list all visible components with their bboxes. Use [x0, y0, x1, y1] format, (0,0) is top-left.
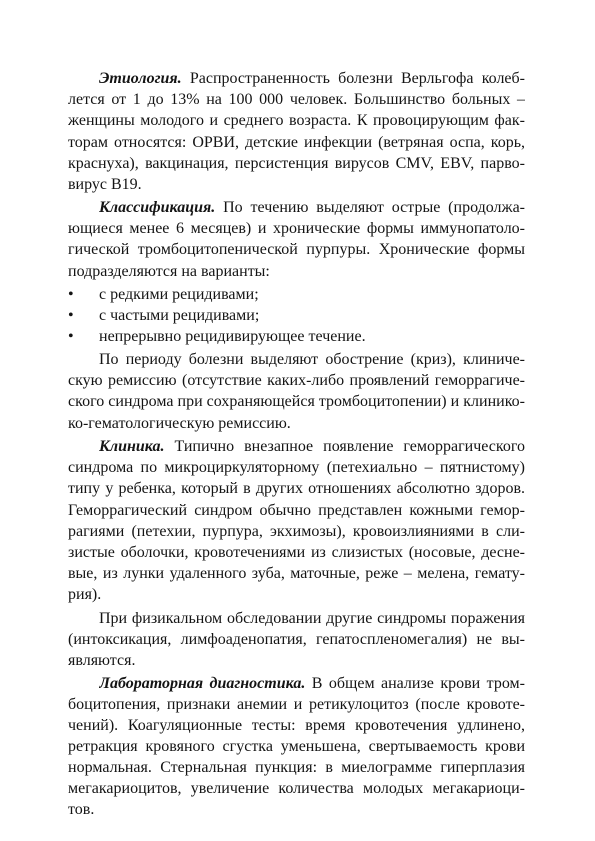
paragraph-line: Геморрагический синдром обычно представлен кожными гемор-: [68, 502, 525, 519]
paragraph-line: вые, из лунки удаленного зуба, маточные, реже – мелена, гемату-: [68, 565, 525, 582]
lab-heading: Лабораторная диагностика.: [99, 675, 306, 692]
paragraph-line: Лабораторная диагностика. В общем анализе крови тром-: [99, 675, 525, 692]
paragraph-line: вирус B19.: [68, 176, 142, 193]
paragraph-line: Клиника. Типично внезапное появление геморрагического: [99, 438, 525, 455]
paragraph-line: ского синдрома при сохраняющейся тромбоцитопении) и клинико-: [68, 393, 525, 410]
paragraph-line: торам относятся: ОРВИ, детские инфекции (ветряная оспа, корь,: [68, 134, 525, 151]
paragraph-line: Классификация. По течению выделяют острые (продолжа-: [99, 199, 525, 216]
paragraph-line: При физикальном обследовании другие синдромы поражения: [99, 610, 525, 627]
paragraph-line: По периоду болезни выделяют обострение (криз), клиниче-: [99, 351, 525, 368]
bullet-symbol: •: [68, 328, 74, 345]
paragraph-line: ретракция кровяного сгустка уменьшена, свертываемость крови: [68, 738, 525, 755]
paragraph-line: мегакариоцитов, увеличение количества молодых мегакариоци-: [68, 780, 525, 797]
paragraph-line: (интоксикация, лимфоаденопатия, гепатоспленомегалия) не вы-: [68, 631, 525, 648]
paragraph-line: скую ремиссию (отсутствие каких-либо проявлений геморрагиче-: [68, 372, 525, 389]
paragraph-line: являются.: [68, 652, 136, 669]
paragraph-line: лется от 1 до 13% на 100 000 человек. Большинство больных –: [68, 91, 525, 108]
paragraph-line: гической тромбоцитопенической пурпуры. Хронические формы: [68, 241, 525, 258]
paragraph-line: Этиология. Распространенность болезни Верльгофа колеб-: [99, 70, 525, 87]
paragraph-line: краснуха), вакцинация, персистенция вирусов CMV, EBV, парво-: [68, 155, 525, 172]
paragraph-line: ющиеся менее 6 месяцев) и хронические формы иммунопатоло-: [68, 220, 525, 237]
clinic-heading: Клиника.: [99, 438, 165, 455]
paragraph-line: тов.: [68, 801, 95, 818]
paragraph-line: женщины молодого и среднего возраста. К провоцирующим фак-: [68, 112, 525, 129]
paragraph-line: ко-гематологическую ремиссию.: [68, 415, 291, 432]
paragraph-line: синдрома по микроциркуляторному (петехиально – пятнистому): [68, 459, 525, 476]
list-item: с частыми рецидивами;: [99, 307, 260, 324]
classification-heading: Классификация.: [99, 199, 216, 216]
etiology-heading: Этиология.: [99, 70, 182, 87]
bullet-symbol: •: [68, 307, 74, 324]
paragraph-line: зистые оболочки, кровотечениями из слизистых (носовые, десне-: [68, 544, 525, 561]
bullet-symbol: •: [68, 286, 74, 303]
list-item: непрерывно рецидивирующее течение.: [99, 328, 366, 345]
paragraph-line: рия).: [68, 586, 102, 603]
paragraph-line: чений). Коагуляционные тесты: время кровотечения удлинено,: [68, 717, 525, 734]
paragraph-line: рагиями (петехии, пурпура, экхимозы), кровоизлияниями в сли-: [68, 523, 525, 540]
paragraph-line: типу у ребенка, который в других отношениях абсолютно здоров.: [68, 480, 525, 497]
paragraph-line: нормальная. Стернальная пункция: в миелограмме гиперплазия: [68, 759, 525, 776]
list-item: с редкими рецидивами;: [99, 286, 259, 303]
paragraph-line: подразделяются на варианты:: [68, 263, 270, 280]
paragraph-line: боцитопения, признаки анемии и ретикулоцитоз (после кровоте-: [68, 696, 525, 713]
